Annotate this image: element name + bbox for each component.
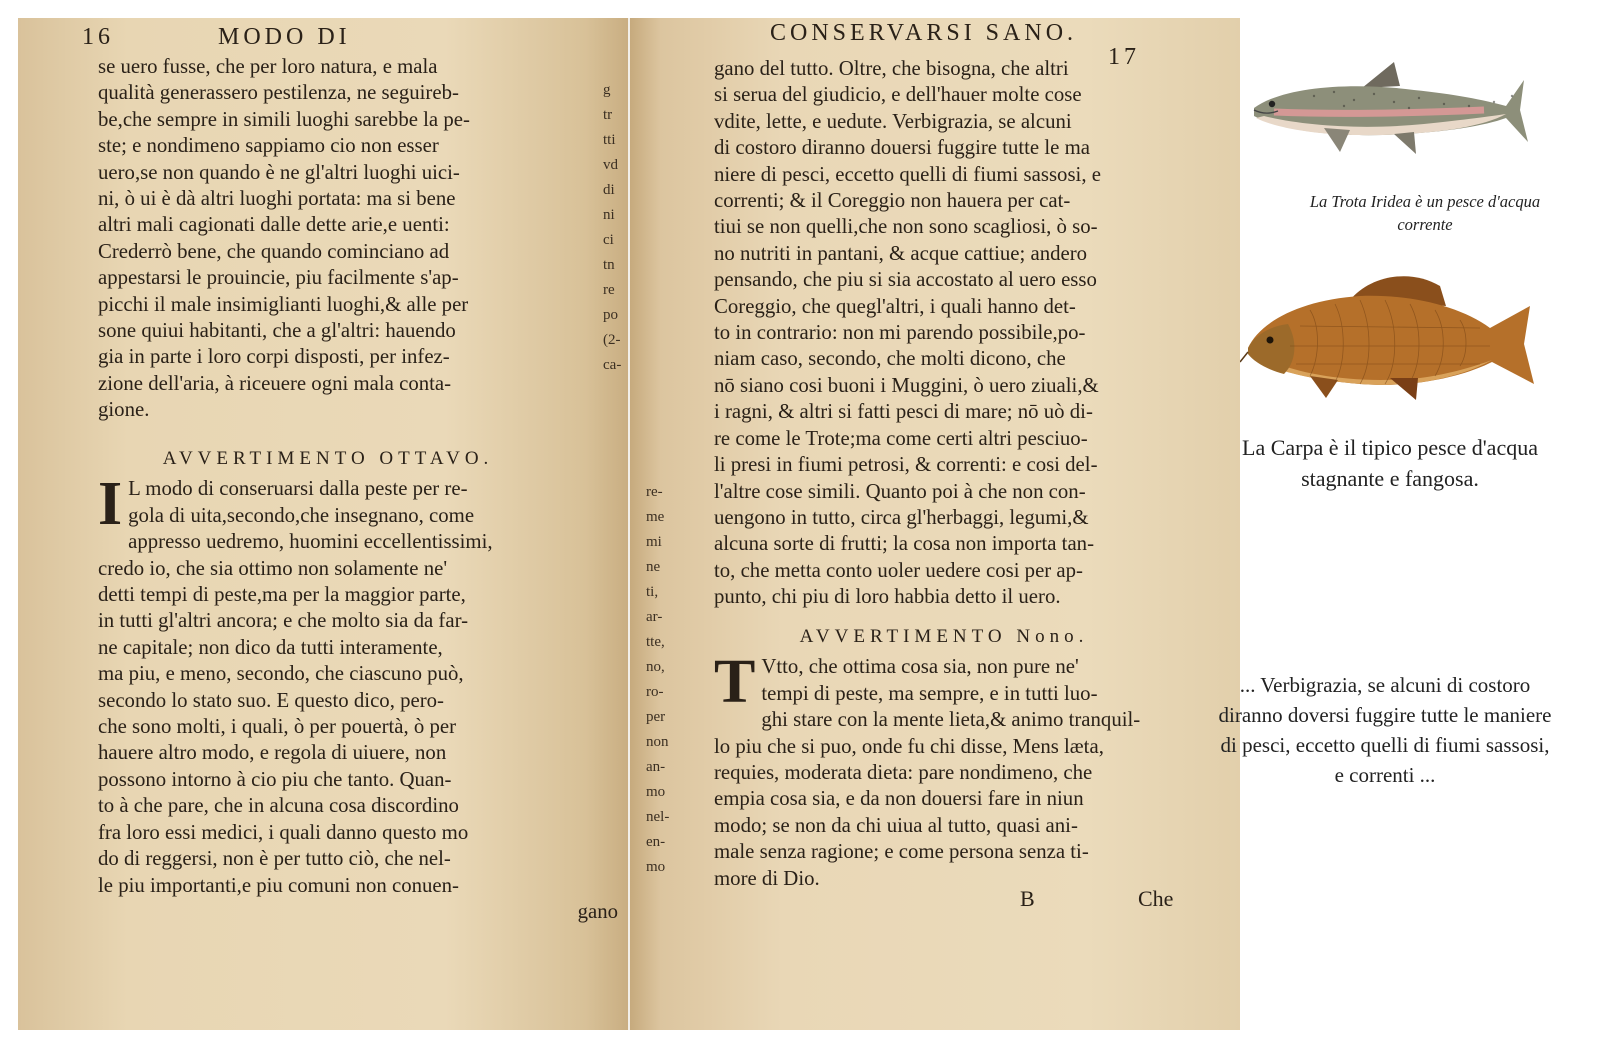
text-line: altri mali cagionati dalle dette arie,e uenti: bbox=[98, 213, 450, 237]
text-line: Coreggio, che quegl'altri, i quali hanno det- bbox=[714, 294, 1076, 318]
text-line: gione. bbox=[98, 398, 150, 422]
bleed-fragment: po bbox=[603, 307, 618, 323]
bleed-fragment: ti, bbox=[646, 584, 659, 600]
section-title-nono: AVVERTIMENTO Nono. bbox=[799, 626, 1089, 647]
bleed-fragment: per bbox=[646, 709, 666, 725]
left-catchword: gano bbox=[577, 899, 618, 923]
text-line: Vtto, che ottima cosa sia, non pure ne' bbox=[761, 655, 1079, 679]
text-line: fra loro essi medici, i quali danno questo mo bbox=[98, 820, 469, 844]
right-page bbox=[630, 18, 1240, 1030]
text-line: se uero fusse, che per loro natura, e mala bbox=[98, 55, 438, 78]
right-body-bottom bbox=[714, 618, 1214, 892]
bleed-through-fragments-right bbox=[646, 480, 669, 880]
left-body-bottom bbox=[98, 440, 618, 925]
bleed-fragment: ni bbox=[603, 207, 615, 223]
text-line: nō siano cosi buoni i Muggini, ò uero ziuali,& bbox=[714, 373, 1099, 397]
text-line: ma piu, e meno, secondo, che ciascuno può, bbox=[98, 662, 464, 686]
right-body-top bbox=[714, 56, 1214, 611]
text-line: credo io, che sia ottimo non solamente ne' bbox=[98, 556, 448, 580]
text-line: L modo di conseruarsi dalla peste per re- bbox=[128, 477, 468, 501]
text-line: possono intorno à cio piu che tanto. Quan- bbox=[98, 767, 452, 791]
bleed-fragment: di bbox=[603, 182, 615, 198]
left-body-top bbox=[98, 54, 618, 424]
text-line: l'altre cose simili. Quanto poi à che non con- bbox=[714, 479, 1086, 503]
bleed-fragment: en- bbox=[646, 834, 666, 850]
text-line: to, che metta conto uoler uedere cosi per ap- bbox=[714, 558, 1083, 582]
text-line: alcuna sorte di frutti; la cosa non importa tan- bbox=[714, 532, 1095, 556]
bleed-fragment: ca- bbox=[603, 357, 622, 373]
text-line: vdite, lette, e uedute. Verbigrazia, se alcuni bbox=[714, 109, 1072, 133]
text-line: requies, moderata dieta: pare nondimeno, che bbox=[714, 761, 1093, 785]
text-line: appestarsi le prouincie, piu facilmente s'ap- bbox=[98, 266, 459, 290]
text-line: lo piu che si puo, onde fu chi disse, Mens læta, bbox=[714, 734, 1104, 758]
text-line: appresso uedremo, huomini eccellentissimi, bbox=[128, 530, 493, 554]
text-line: male senza ragione; e come persona senza ti- bbox=[714, 840, 1089, 864]
text-line: gola di uita,secondo,che insegnano, come bbox=[128, 503, 475, 527]
text-line: che sono molti, i quali, ò per pouertà, ò per bbox=[98, 715, 457, 739]
right-catchword: Che bbox=[1138, 886, 1174, 911]
left-page-number: 16 bbox=[82, 24, 114, 50]
bleed-fragment: mo bbox=[646, 859, 666, 875]
bleed-fragment: tti bbox=[603, 132, 616, 148]
left-page bbox=[18, 18, 628, 1030]
carp-caption: La Carpa è il tipico pesce d'acqua stagnante e fangosa. bbox=[1242, 435, 1538, 491]
text-line: gia in parte i loro corpi disposti, per infez- bbox=[98, 345, 450, 369]
signature-mark: B bbox=[1020, 886, 1035, 911]
text-line: i ragni, & altri si fatti pesci di mare; nō uò di- bbox=[714, 400, 1093, 424]
text-line: more di Dio. bbox=[714, 866, 820, 890]
bleed-fragment: tte, bbox=[646, 634, 665, 650]
text-line: ghi stare con la mente lieta,& animo tranquil- bbox=[761, 708, 1141, 732]
text-line: correnti; & il Coreggio non hauera per cat- bbox=[714, 189, 1071, 213]
right-running-head: CONSERVARSI SANO. bbox=[770, 20, 1078, 46]
text-line: qualità generassero pestilenza, ne seguireb- bbox=[98, 81, 459, 105]
bleed-fragment: tr bbox=[603, 107, 613, 123]
text-line: pensando, che piu si sia accostato al uero esso bbox=[714, 268, 1097, 292]
text-line: secondo lo stato suo. E questo dico, pero- bbox=[98, 688, 444, 712]
text-line: zione dell'aria, à riceuere ogni mala conta- bbox=[98, 371, 452, 395]
bleed-fragment: tn bbox=[603, 257, 615, 273]
text-line: sone quiui habitanti, che a gl'altri: hauendo bbox=[98, 319, 456, 343]
quote-caption: ... Verbigrazia, se alcuni di costoro diranno doversi fuggire tutte le maniere di pesci, eccetto quelli di fiumi sassosi, e correnti ... bbox=[1218, 673, 1552, 787]
text-line: uero,se non quando è ne gl'altri luoghi uici- bbox=[98, 160, 460, 184]
text-line: do di reggersi, non è per tutto ciò, che nel- bbox=[98, 847, 451, 871]
bleed-fragment: mi bbox=[646, 534, 662, 550]
right-page-number: 17 bbox=[1108, 44, 1140, 70]
text-line: tiui se non quelli,che non sono scagliosi, ò so- bbox=[714, 215, 1098, 239]
annotation-panel bbox=[1218, 0, 1600, 1048]
bleed-fragment: ro- bbox=[646, 684, 664, 700]
text-line: si serua del giudicio, e dell'hauer molte cose bbox=[714, 83, 1082, 107]
drop-cap-t: T bbox=[714, 648, 756, 717]
text-line: niere di pesci, eccetto quelli di fiumi sassosi, e bbox=[714, 162, 1101, 186]
text-line: ne capitale; non dico da tutti interamente, bbox=[98, 635, 443, 659]
text-line: detti tempi di peste,ma per la maggior parte, bbox=[98, 583, 466, 607]
text-line: to in contrario: non mi parendo possibile,po- bbox=[714, 321, 1086, 345]
bleed-fragment: mo bbox=[646, 784, 666, 800]
bleed-fragment: vd bbox=[603, 157, 618, 173]
text-line: in tutti gl'altri ancora; e che molto sia da far- bbox=[98, 609, 469, 633]
text-line: niam caso, secondo, che molti dicono, che bbox=[714, 347, 1066, 371]
bleed-fragment: nel- bbox=[646, 809, 670, 825]
text-line: gano del tutto. Oltre, che bisogna, che altri bbox=[714, 57, 1069, 80]
text-line: di costoro diranno douersi fuggire tutte le ma bbox=[714, 136, 1090, 160]
bleed-fragment: an- bbox=[646, 759, 666, 775]
bleed-fragment: g bbox=[603, 82, 611, 98]
text-line: picchi il male insimiglianti luoghi,& alle per bbox=[98, 292, 469, 316]
text-line: punto, chi piu di loro habbia detto il uero. bbox=[714, 585, 1061, 609]
text-line: re come le Trote;ma come certi altri pesciuo- bbox=[714, 426, 1088, 450]
bleed-through-fragments-left bbox=[603, 78, 621, 378]
text-line: ste; e nondimeno sappiamo cio non esser bbox=[98, 134, 439, 158]
text-line: Crederrò bene, che quando cominciano ad bbox=[98, 239, 450, 263]
text-line: uengono in tutto, circa gl'herbaggi, legumi,& bbox=[714, 505, 1089, 529]
left-body-bottom-lines bbox=[98, 470, 618, 899]
text-line: le piu importanti,e piu comuni non conuen- bbox=[98, 873, 459, 897]
text-line: tempi di peste, ma sempre, e in tutti luo- bbox=[761, 681, 1098, 705]
text-line: to à che pare, che in alcuna cosa discordino bbox=[98, 794, 459, 818]
trout-caption: La Trota Iridea è un pesce d'acqua corrente bbox=[1309, 192, 1541, 234]
text-line: hauere altro modo, e regola di uiuere, non bbox=[98, 741, 447, 765]
text-line: modo; se non da chi uiua al tutto, quasi ani- bbox=[714, 813, 1078, 837]
text-line: ni, ò ui è dà altri luoghi portata: ma si bene bbox=[98, 187, 456, 211]
section-title-ottavo: AVVERTIMENTO OTTAVO. bbox=[162, 448, 494, 469]
bleed-fragment: me bbox=[646, 509, 665, 525]
left-running-head: MODO DI bbox=[218, 24, 351, 50]
bleed-fragment: re- bbox=[646, 484, 663, 500]
bleed-fragment: (2- bbox=[603, 332, 621, 348]
text-line: li presi in fiumi petrosi, & correnti: e cosi del- bbox=[714, 453, 1098, 477]
bleed-fragment: ar- bbox=[646, 609, 663, 625]
right-body-bottom-lines bbox=[714, 648, 1214, 892]
drop-cap-i: I bbox=[98, 470, 123, 539]
bleed-fragment: ci bbox=[603, 232, 614, 248]
text-line: empia cosa sia, e da non douersi fare in niun bbox=[714, 787, 1084, 811]
bleed-fragment: non bbox=[646, 734, 669, 750]
common-carp-icon bbox=[1240, 266, 1540, 402]
bleed-fragment: no, bbox=[646, 659, 665, 675]
rainbow-trout-icon bbox=[1244, 56, 1530, 164]
text-line: no nutriti in pantani, & acque cattiue; andero bbox=[714, 241, 1088, 265]
bleed-fragment: ne bbox=[646, 559, 661, 575]
text-line: be,che sempre in simili luoghi sarebbe la pe- bbox=[98, 107, 470, 131]
bleed-fragment: re bbox=[603, 282, 615, 298]
book-scan bbox=[18, 18, 1240, 1030]
